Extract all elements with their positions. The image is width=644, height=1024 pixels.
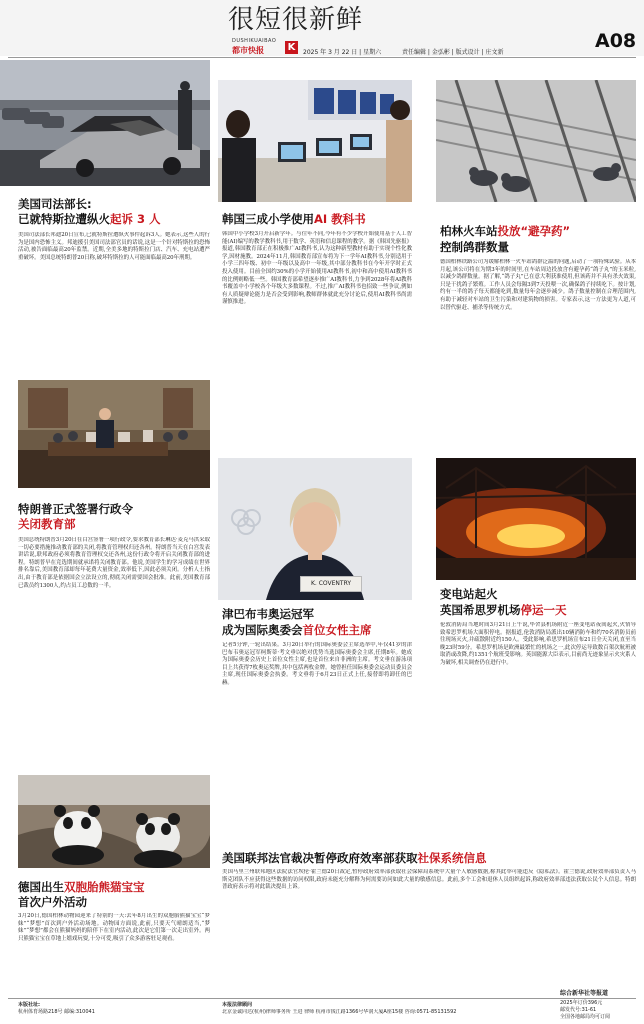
tesla-body: 美国司法部长邦迪20日宣布,已就特斯拉遭纵火事件起诉3人。她表示,这些人的行为是国内恐怖主义。邦迪援引美国司法部官员的话说,这是一个针对特斯拉的恐怖活动,被告面临最高20年监禁。近期,全美多地的特斯拉门店、汽车、充电站遭严重破坏。美国总统特朗普20日称,破坏特斯拉的人可能面临最高20年刑期。 — [18, 232, 210, 261]
footer-legal-line: 北京金诚同达(杭州)律师事务所 王进 律师 杭州市钱江路1366号华润大厦A座15楼 咨询:0571-85131592 — [222, 1009, 457, 1015]
trump-signing-photo — [18, 380, 210, 488]
panda-photo — [18, 775, 210, 868]
footer-rule — [8, 998, 636, 999]
pigeons-photo — [436, 80, 636, 202]
doge-headline-a: 美国联邦法官裁决暂停政府效率部获取 — [222, 851, 418, 865]
doge-headline-b: 社保系统信息 — [417, 851, 487, 865]
panda-headline-1b: 双胞胎熊猫宝宝 — [64, 880, 145, 894]
panda-headline-1a: 德国出生 — [18, 880, 64, 894]
coventry-headline-1: 津巴布韦奥运冠军 — [222, 607, 314, 621]
coventry-headline-2 — [222, 623, 372, 638]
footer-address — [18, 1002, 198, 1016]
footer-price: 2025年订价396元 — [560, 1000, 603, 1006]
coventry-headline-2b: 首位女性主席 — [302, 623, 372, 637]
substation-fire-photo — [436, 458, 636, 580]
panda-headline-1 — [18, 880, 145, 895]
berlin-headline-b: 投放“避孕药” — [497, 224, 571, 238]
heathrow-headline-1: 变电站起火 — [440, 587, 498, 601]
tesla-fire-photo — [0, 60, 210, 186]
tesla-headline-2b: 起诉 3 人 — [110, 212, 161, 226]
korea-headline — [222, 212, 366, 227]
footer-postal-code: 邮发代号:31-61 — [560, 1007, 597, 1013]
brand-logo-icon: K — [285, 41, 298, 54]
panda-body: 3月20日,德国柏林动物园迎来了特别的一天:去年8月出生的双胞胎熊猫宝宝“梦妹”“梦想”首次到户外活动场地。动物园方面说,此前,只要天气晴朗适当,“梦妹”“梦想”都会在熊猫妈妈的陪伴下在室内活动,此次是它们第一次走出室外。两只熊猫宝宝在草地上嬉戏玩耍,十分可爱,吸引了众多游客驻足观看。 — [18, 913, 210, 942]
panda-headline-2: 首次户外活动 — [18, 895, 87, 909]
trump-headline-2: 关闭教育部 — [18, 517, 76, 531]
korea-headline-a: 韩国三成小学使用 — [222, 212, 314, 226]
footer-address-line: 杭州体育场路218号 邮编:310041 — [18, 1009, 95, 1015]
berlin-headline-a: 柏林火车站 — [440, 224, 498, 238]
korea-classroom-photo — [218, 80, 412, 202]
footer-subscription — [560, 1000, 640, 1021]
page-code: A08 — [595, 30, 637, 52]
trump-body: 美国总统特朗普3月20日在白宫签署一项行政令,要求教育部长琳达·麦克马洪采取一切必要措施推动教育部的关闭,将教育管理权归还各州。特朗普当天在白宫发表讲话说,联邦政府必须将教育管理权交还各州,这份行政令将开启关闭教育部的进程。特朗普早在竞选期间就承诺将关闭教育部。他说,美国学生的学习成绩在世界排名靠后,美国教育部却每年花费大量资金,效率低下,因此必须关闭。分析人士指出,由于教育部是依据国会立法设立的,彻底关闭需要国会批准。此前,美国教育部已裁员约1300人,约占员工总数的一半。 — [18, 537, 210, 589]
berlin-body: 德国柏林铁路公司为缓解柏林一火车站鸽群泛滥的问题,启动了一项特殊试验。从本月起,该公司将在为期3年的时间里,在车站周边投放含有避孕药“鸽子丸”的玉米粒,以减少鸽群数量。据了解,“鸽子丸”已在意大利获准使用,但该药并不具有杀火效果,只是干扰鸽子繁殖。工作人员会每隔3到7天投喂一次,确保鸽子持续吃下。按计划,约有一半的鸽子每天都能吃到,数量每年会逐步减少。鸽子数量控制在合理范围内,有助于减轻对车站的卫生污染和对建筑物的损害。专家表示,这一方法更为人道,可以替代驱赶、捕杀等传统方式。 — [440, 259, 636, 311]
coventry-nameplate: K. COVENTRY — [300, 576, 362, 592]
footer-subscribe-note: 全国各地邮局均可订阅 — [560, 1014, 611, 1020]
doge-body: 美国马里兰州联邦地区法院法官埃伦·霍兰德20日裁定,暂停政府效率部获取社会保障局系统中大量个人敏感数据,称其此举可能违反《隐私法》。霍兰德说,政府效率部负责人马斯克团队不应获得这些数据的访问权限,政府未能充分解释为何需要访问如此大量的敏感信息。此前,多个工会和退休人员组织起诉,称政府效率部违法获取公民个人信息。特朗普政府表示将对此裁决提出上诉。 — [222, 869, 636, 891]
korea-body: 韩国中小学校3月开启新学年。与往年不同,今年有不少学校开始使用基于人工智能(AI)编写的教学教科书,用于数学、英语和信息课程的教学。据《韩国先驱报》报道,韩国教育部正在积极推广AI教科书,认为这种新型教材有助于实现个性化教学,因材施教。2024年11月,韩国教育部宣布将为下一学年AI教科书,分别适用于小学三四年级、初中一年级以及高中一年级,其中部分教科书在今年开学时正式投入使用。目前全国约30%的小学开始使用AI教科书,初中和高中使用AI教科书的比例则略低一些。韩国教育部希望逐步推广AI教科书,力争到2028年将AI教科书覆盖中小学校各个年级大多数课程。不过,推广AI教科书也招致一些争议,例如有人质疑辩论能力是否会受到影响,教师群体就此充分讨论后,使用AI教科书尚需谨慎推进。 — [222, 231, 412, 306]
berlin-headline-2: 控制鸽群数量 — [440, 240, 509, 254]
tesla-headline-2 — [18, 212, 161, 227]
footer-address-label: 本版社址: — [18, 1002, 40, 1008]
tesla-headline-2a: 已就特斯拉遭纵火 — [18, 212, 110, 226]
editors-line: 责任编辑 | 金弘彬 | 版式设计 | 庄文新 — [402, 49, 504, 56]
brand-name: 都市快报 — [232, 46, 264, 55]
page-title: 很短很新鲜 — [228, 5, 364, 35]
brand-pinyin: DUSHIKUAIBAO — [232, 38, 277, 44]
trump-headline-1: 特朗普正式签署行政令 — [18, 502, 133, 516]
credit-line: 综合新华社等报道 — [560, 990, 609, 997]
footer-legal — [222, 1002, 552, 1016]
berlin-headline-1 — [440, 224, 570, 239]
korea-headline-b: AI 教科书 — [314, 212, 366, 226]
footer-legal-label: 本报法律顾问 — [222, 1002, 253, 1008]
heathrow-body: 伦敦消防局当地时间3月21日上午说,毕舍县机场附近一座变电站夜间起火,火情导致希思罗机场大面积停电。据报道,伦敦消防局派出10辆消防车和约70名消防员前往现场灭火,并疏散附近约150人。受此影响,希思罗机场宣布21日全天关闭,直至当晚23时59分。希思罗机场是欧洲最繁忙的机场之一,此次停运导致数百架次航班被取消或改降,约1351个航班受影响。英国能源大臣表示,目前尚无迹象显示火灾系人为破坏,相关调查仍在进行中。 — [440, 622, 636, 666]
tesla-headline-1: 美国司法部长: — [18, 197, 92, 211]
header-rule — [8, 57, 636, 58]
coventry-headline-2a: 成为国际奥委会 — [222, 623, 303, 637]
doge-headline — [222, 851, 487, 866]
heathrow-headline-2a: 英国希思罗机场 — [440, 603, 521, 617]
coventry-body: 记者5分钟,一轮出结果。3月20日举行的国际奥委会主席选举中,年仅41岁的津巴布韦奥运冠军柯斯蒂·考文垂以绝对优势当选国际奥委会主席,任期8年。她成为国际奥委会历史上首位女性主席,也是首位来自非洲的主席。考文垂在游泳项目上共获得7枚奥运奖牌,其中包括两枚金牌。她曾担任国际奥委会运动员委员会主席,现任国际奥委会执委。考文垂将于6月23日正式上任,接替即将卸任的巴赫。 — [222, 642, 412, 686]
date-line: 2025 年 3 月 22 日 | 星期六 — [303, 49, 382, 56]
heathrow-headline-2 — [440, 603, 567, 618]
heathrow-headline-2b: 停运一天 — [520, 603, 567, 617]
